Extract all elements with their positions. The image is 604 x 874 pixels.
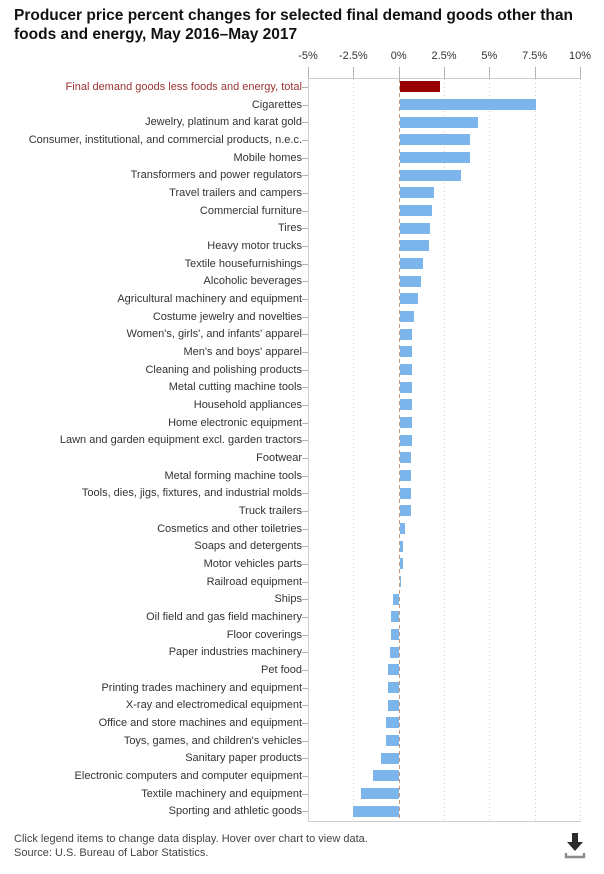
category-label: Men's and boys' apparel: [183, 346, 302, 358]
bar[interactable]: [400, 523, 405, 534]
category-label: Textile machinery and equipment: [141, 788, 302, 800]
category-label: Costume jewelry and novelties: [152, 311, 302, 323]
category-tick-mark: [302, 582, 308, 583]
category-tick-mark: [302, 423, 308, 424]
category-tick-mark: [302, 140, 308, 141]
bar[interactable]: [390, 647, 399, 658]
category-tick-mark: [302, 317, 308, 318]
category-label: Travel trailers and campers: [169, 187, 302, 199]
category-tick-mark: [302, 334, 308, 335]
gridline: [535, 79, 536, 820]
bar[interactable]: [400, 417, 413, 428]
category-label: Office and store machines and equipment: [98, 717, 302, 729]
x-axis-tick-mark: [489, 67, 490, 78]
category-tick-mark: [302, 246, 308, 247]
category-tick-mark: [302, 175, 308, 176]
category-tick-mark: [302, 105, 308, 106]
bar[interactable]: [400, 187, 434, 198]
category-label: Consumer, institutional, and commercial products, n.e.c.: [28, 134, 302, 146]
category-label: Mobile homes: [233, 152, 302, 164]
category-label: Cleaning and polishing products: [145, 364, 302, 376]
category-tick-mark: [302, 564, 308, 565]
category-label: Tools, dies, jigs, fixtures, and industrial molds: [81, 487, 302, 499]
bar[interactable]: [400, 311, 415, 322]
category-tick-mark: [302, 670, 308, 671]
category-tick-mark: [302, 546, 308, 547]
x-axis-tick-label: 2.5%: [431, 50, 457, 62]
category-label: Agricultural machinery and equipment: [117, 293, 302, 305]
category-tick-mark: [302, 723, 308, 724]
bar[interactable]: [400, 240, 429, 251]
bar[interactable]: [381, 753, 399, 764]
bar[interactable]: [400, 541, 404, 552]
category-tick-mark: [302, 617, 308, 618]
bar[interactable]: [386, 735, 399, 746]
category-label: Electronic computers and computer equipment: [74, 770, 302, 782]
category-label: Sporting and athletic goods: [168, 805, 302, 817]
category-label: Women's, girls', and infants' apparel: [126, 328, 302, 340]
category-label: Railroad equipment: [206, 576, 302, 588]
bar[interactable]: [373, 770, 398, 781]
category-tick-mark: [302, 794, 308, 795]
category-tick-mark: [302, 193, 308, 194]
bar[interactable]: [400, 364, 413, 375]
category-tick-mark: [302, 264, 308, 265]
category-tick-mark: [302, 370, 308, 371]
category-tick-mark: [302, 122, 308, 123]
category-label: Cosmetics and other toiletries: [157, 523, 302, 535]
category-label: Floor coverings: [226, 629, 302, 641]
bar[interactable]: [400, 382, 413, 393]
category-label: Textile housefurnishings: [184, 258, 302, 270]
category-label: Tires: [277, 222, 302, 234]
bar[interactable]: [400, 558, 404, 569]
x-axis-tick-mark: [353, 67, 354, 78]
bar[interactable]: [400, 505, 411, 516]
x-axis-tick-label: 0%: [390, 50, 407, 62]
x-axis-tick-label: 7.5%: [522, 50, 548, 62]
x-axis-tick-mark: [444, 67, 445, 78]
bar[interactable]: [400, 205, 433, 216]
bar[interactable]: [400, 258, 424, 269]
bar[interactable]: [391, 629, 398, 640]
category-label: Motor vehicles parts: [203, 558, 302, 570]
category-tick-mark: [302, 529, 308, 530]
category-label: Metal cutting machine tools: [168, 381, 302, 393]
category-tick-mark: [302, 493, 308, 494]
x-axis-tick-mark: [535, 67, 536, 78]
category-label: Cigarettes: [251, 99, 302, 111]
x-axis-tick-label: 10%: [568, 50, 592, 62]
x-axis-tick-label: -2.5%: [338, 50, 368, 62]
bar[interactable]: [400, 117, 478, 128]
gridline: [580, 79, 581, 820]
category-label: Footwear: [256, 452, 302, 464]
category-label: Household appliances: [193, 399, 302, 411]
bar[interactable]: [400, 452, 411, 463]
category-tick-mark: [302, 741, 308, 742]
category-tick-mark: [302, 352, 308, 353]
category-label: Lawn and garden equipment excl. garden tractors: [59, 434, 302, 446]
category-label: Printing trades machinery and equipment: [101, 682, 302, 694]
category-label: Ships: [274, 593, 302, 605]
category-tick-mark: [302, 405, 308, 406]
category-tick-mark: [302, 599, 308, 600]
category-label: Toys, games, and children's vehicles: [123, 735, 302, 747]
x-axis-tick-label: -5%: [298, 50, 318, 62]
category-label: Oil field and gas field machinery: [146, 611, 302, 623]
bar[interactable]: [386, 717, 399, 728]
bar[interactable]: [400, 488, 411, 499]
category-label: Paper industries machinery: [168, 646, 302, 658]
bar[interactable]: [353, 806, 398, 817]
category-label: Alcoholic beverages: [203, 275, 302, 287]
category-tick-mark: [302, 758, 308, 759]
category-tick-mark: [302, 158, 308, 159]
category-tick-mark: [302, 458, 308, 459]
gridline: [353, 79, 354, 820]
category-tick-mark: [302, 228, 308, 229]
category-tick-mark: [302, 688, 308, 689]
category-tick-mark: [302, 211, 308, 212]
bar[interactable]: [388, 682, 399, 693]
category-tick-mark: [302, 299, 308, 300]
category-label: X-ray and electromedical equipment: [125, 699, 302, 711]
chart-title: Producer price percent changes for selected final demand goods other than foods and energy, May 2016–May 2017: [14, 7, 573, 43]
bar[interactable]: [400, 152, 471, 163]
chart-instructions: Click legend items to change data display. Hover over chart to view data.: [14, 833, 368, 845]
category-tick-mark: [302, 387, 308, 388]
source-note: Source: U.S. Bureau of Labor Statistics.: [14, 847, 209, 859]
bar[interactable]: [400, 223, 431, 234]
category-label: Sanitary paper products: [185, 752, 302, 764]
bar[interactable]: [391, 611, 398, 622]
category-label: Soaps and detergents: [194, 540, 302, 552]
category-tick-mark: [302, 511, 308, 512]
bar[interactable]: [400, 399, 413, 410]
category-tick-mark: [302, 635, 308, 636]
bar[interactable]: [400, 170, 462, 181]
category-label: Transformers and power regulators: [130, 169, 302, 181]
category-tick-mark: [302, 87, 308, 88]
category-tick-mark: [302, 281, 308, 282]
x-axis-tick-mark: [399, 67, 400, 78]
category-label: Commercial furniture: [199, 205, 302, 217]
bar[interactable]: [400, 329, 413, 340]
category-tick-mark: [302, 476, 308, 477]
bar[interactable]: [400, 435, 413, 446]
category-tick-mark: [302, 705, 308, 706]
bar[interactable]: [400, 470, 411, 481]
bar[interactable]: [400, 81, 440, 92]
x-axis-tick-mark: [580, 67, 581, 78]
x-axis-tick-mark: [308, 67, 309, 78]
bar[interactable]: [400, 293, 418, 304]
bar[interactable]: [400, 134, 471, 145]
category-tick-mark: [302, 652, 308, 653]
category-label: Heavy motor trucks: [207, 240, 302, 252]
category-label: Jewelry, platinum and karat gold: [145, 116, 302, 128]
category-label: Home electronic equipment: [168, 417, 302, 429]
download-button[interactable]: [562, 830, 588, 860]
gridline: [489, 79, 490, 820]
bar[interactable]: [400, 276, 422, 287]
category-tick-mark: [302, 440, 308, 441]
bar[interactable]: [361, 788, 399, 799]
bar[interactable]: [400, 576, 402, 587]
x-axis-tick-label: 5%: [481, 50, 498, 62]
bar[interactable]: [400, 99, 536, 110]
download-icon: [563, 831, 587, 859]
category-tick-mark: [302, 776, 308, 777]
category-label: Truck trailers: [238, 505, 302, 517]
category-label: Final demand goods less foods and energy, total: [65, 81, 302, 93]
category-tick-mark: [302, 811, 308, 812]
gridline: [444, 79, 445, 820]
category-label: Metal forming machine tools: [164, 470, 302, 482]
category-label: Pet food: [261, 664, 302, 676]
bar[interactable]: [388, 700, 399, 711]
bar[interactable]: [393, 594, 398, 605]
bar[interactable]: [400, 346, 413, 357]
bar[interactable]: [388, 664, 399, 675]
